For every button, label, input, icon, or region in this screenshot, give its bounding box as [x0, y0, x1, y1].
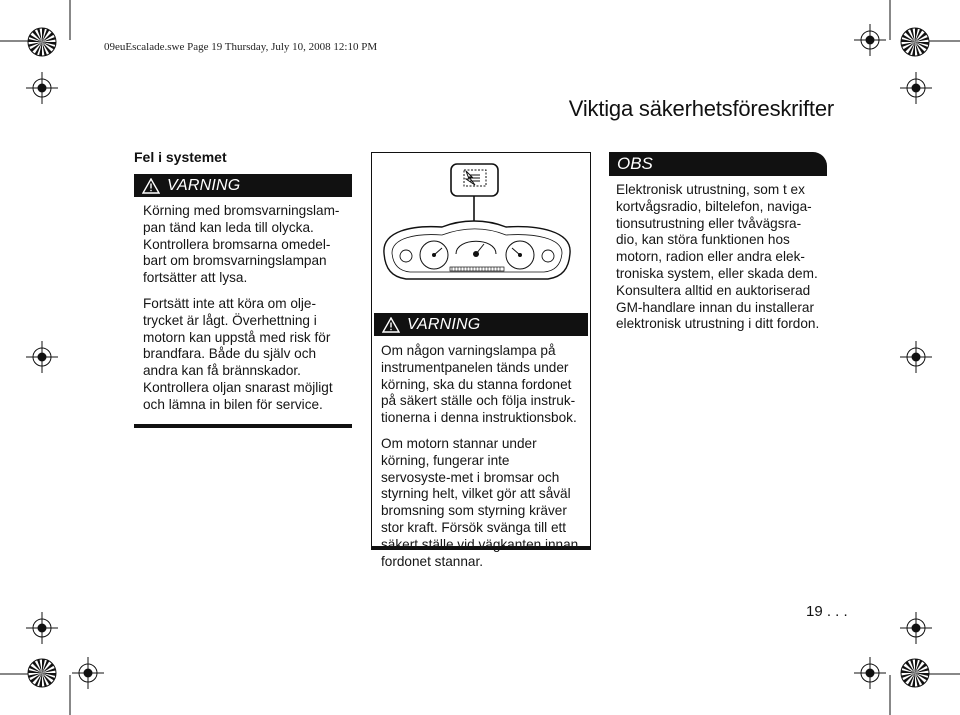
- print-header: 09euEscalade.swe Page 19 Thursday, July 10, 2008 12:10 PM: [104, 41, 378, 53]
- registration-mark-icon: [900, 612, 932, 644]
- middle-warning-body: [372, 337, 590, 580]
- registration-mark-icon: [72, 657, 104, 689]
- obs-body: Elektronisk utrustning, som t ex kortvågsradio, biltelefon, naviga-tionsutrustning eller tvåvägsra-dio, kan störa funktionen hos motorn, radion eller andra elek-troniska system, eller skada dem. Konsultera alltid en auktoriserad GM-handlare innan du installerar elektronisk utrustning i ditt fordon.: [616, 182, 820, 332]
- middle-warning-header: [374, 313, 588, 336]
- registration-mark-icon: [26, 341, 58, 373]
- middle-warning-label: VARNING: [407, 315, 481, 333]
- registration-mark-icon: [901, 659, 929, 687]
- middle-warning-paragraph-1: Om någon varningslampa på instrumentpanelen tänds under körning, ska du stanna fordonet på säkert ställe och följa instruk-tionerna i denna instruktionsbok.: [381, 343, 577, 426]
- warning-triangle-icon: [382, 317, 400, 333]
- left-warning-paragraph-1: Körning med bromsvarningslam-pan tänd kan leda till olycka. Kontrollera bromsarna omedel-bart om bromsvarningslampan fortsätter att lysa.: [143, 203, 340, 286]
- left-warning-body: [134, 197, 352, 424]
- registration-mark-icon: [854, 24, 886, 56]
- left-warning-box: [134, 174, 352, 428]
- registration-mark-icon: [28, 659, 56, 687]
- registration-mark-icon: [901, 28, 929, 56]
- obs-header: [609, 152, 827, 176]
- section-heading: Fel i systemet: [134, 149, 227, 165]
- left-warning-label: VARNING: [167, 176, 241, 194]
- obs-label: OBS: [617, 154, 653, 173]
- page-title: Viktiga säkerhetsföreskrifter: [568, 96, 834, 121]
- registration-mark-icon: [26, 72, 58, 104]
- registration-mark-icon: [900, 72, 932, 104]
- registration-mark-icon: [854, 657, 886, 689]
- middle-warning-paragraph-2: Om motorn stannar under körning, fungerar inte servosyste-met i bromsar och styrning helt, vilket gör att såväl bromsning som styrning kräver stor kraft. Försök svänga till ett säkert ställe vid vägkanten innan fordonet stannar.: [381, 435, 579, 569]
- warning-triangle-icon: [142, 178, 160, 194]
- instrument-panel-illustration: [372, 153, 589, 313]
- registration-mark-icon: [28, 28, 56, 56]
- left-warning-paragraph-2: Fortsätt inte att köra om olje-trycket är lågt. Överhettning i motorn kan uppstå med risk för brandfara. Både du själv och andra kan få brännskador. Kontrollera oljan snarast möjligt och lämna in bilen för service.: [143, 295, 333, 412]
- registration-mark-icon: [900, 341, 932, 373]
- obs-box: [609, 152, 827, 339]
- page-number: 19 . . .: [806, 603, 848, 620]
- middle-warning-box: [371, 152, 591, 569]
- left-warning-header: [134, 174, 352, 197]
- registration-mark-icon: [26, 612, 58, 644]
